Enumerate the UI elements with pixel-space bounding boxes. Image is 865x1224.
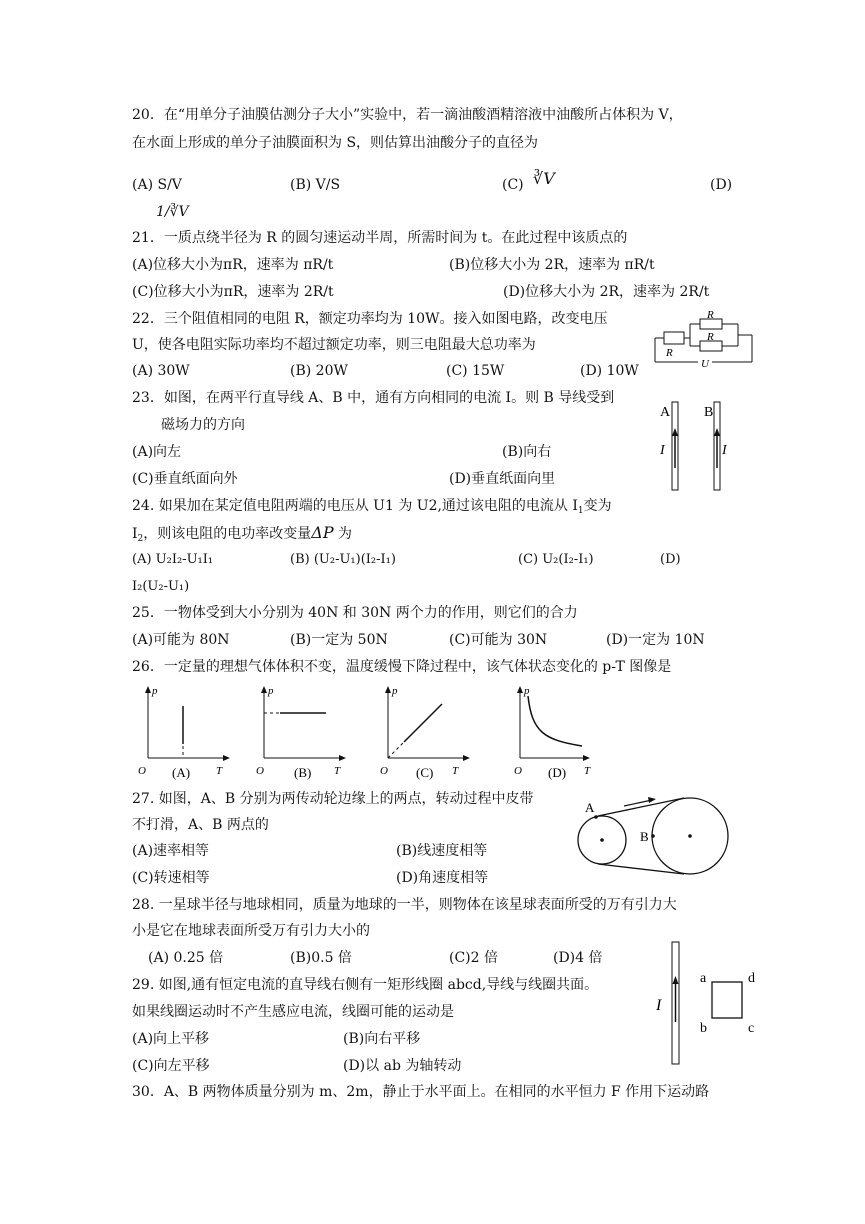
q26-d-origin: O [514, 765, 522, 777]
q26-a-origin: O [138, 765, 146, 777]
q26-a-axis-p: p [152, 685, 158, 697]
q26-graph-a [138, 685, 230, 780]
q24-option-d-continued: I₂(U₂-U₁) [132, 579, 190, 594]
q25-option-a: (A)可能为 80N [132, 632, 230, 648]
q20-option-a: (A) S/V [132, 177, 182, 193]
q21-option-c: (C)位移大小为πR，速率为 2R/t [132, 284, 334, 300]
q20-option-d: (D) [710, 177, 733, 193]
q23-fig-label-i-b: I [722, 443, 727, 458]
q22-option-c: (C) 15W [446, 363, 505, 379]
q26-b-axis-t: T [334, 765, 341, 777]
q23-parallel-wires-diagram [652, 398, 732, 494]
q26-graph-c [380, 685, 470, 780]
q28-stem-line2: 小是它在地球表面所受万有引力大小的 [132, 923, 370, 939]
q22-fig-label-r2: R [707, 309, 714, 321]
q23-fig-label-b: B [704, 405, 714, 420]
q22-stem-line2: U，使各电阻实际功率均不超过额定功率，则三电阻最大总功率为 [132, 337, 536, 353]
q27-stem-line2: 不打滑，A、B 两点的 [132, 817, 269, 833]
q25-option-c: (C)可能为 30N [449, 632, 548, 648]
q22-stem-line1: 22．三个阻值相同的电阻 R，额定功率均为 10W。接入如图电路，改变电压 [132, 311, 608, 327]
q26-stem: 26．一定量的理想气体体积不变，温度缓慢下降过程中，该气体状态变化的 p-T 图像是 [132, 659, 672, 675]
q26-d-axis-p: p [524, 685, 530, 697]
q20-option-c: (C) [502, 177, 524, 193]
q29-fig-label-d: d [748, 971, 755, 986]
q21-stem: 21．一质点绕半径为 R 的圆匀速运动半周，所需时间为 t。在此过程中该质点的 [132, 230, 628, 246]
q27-belt-pulley-diagram [572, 796, 752, 896]
q23-option-b: (B)向右 [502, 444, 552, 460]
q29-fig-label-c: c [748, 1021, 755, 1036]
q26-b-axis-p: p [268, 685, 274, 697]
q23-option-c: (C)垂直纸面向外 [132, 471, 238, 487]
q21-option-a: (A)位移大小为πR，速率为 πR/t [132, 257, 334, 273]
q20-stem-line1: 20．在“用单分子油膜估测分子大小”实验中，若一滴油酸酒精溶液中油酸所占体积为 V， [132, 107, 683, 123]
q21-option-b: (B)位移大小为 2R，速率为 πR/t [449, 257, 655, 273]
q23-option-a: (A)向左 [132, 444, 182, 460]
q30-stem-line1: 30．A、B 两物体质量分别为 m、2m，静止于水平面上。在相同的水平恒力 F 作用下运动路 [132, 1084, 710, 1100]
q20-option-b: (B) V/S [290, 177, 341, 193]
q22-option-a: (A) 30W [132, 363, 190, 379]
q29-option-c: (C)向左平移 [132, 1058, 210, 1074]
q28-option-c: (C)2 倍 [449, 950, 498, 966]
q27-option-a: (A)速率相等 [132, 843, 210, 859]
q24-option-c: (C) U₂(I₂-I₁) [518, 552, 594, 567]
q27-stem-line1: 27. 如图，A、B 分别为两传动轮边缘上的两点，转动过程中皮带 [132, 791, 534, 807]
q27-option-c: (C)转速相等 [132, 870, 210, 886]
q25-stem: 25．一物体受到大小分别为 40N 和 30N 两个力的作用，则它们的合力 [132, 605, 578, 621]
q24-stem-line1: 24. 如果加在某定值电阻两端的电压从 U1 为 U2,通过该电阻的电流从 $I_1$变为 [132, 498, 612, 516]
q26-d-label: (D) [548, 765, 567, 780]
q26-a-axis-t: T [216, 765, 223, 777]
q29-stem-line2: 如果线圈运动时不产生感应电流，线圈可能的运动是 [132, 1004, 454, 1020]
q28-option-d: (D)4 倍 [553, 950, 603, 966]
q26-c-label: (C) [416, 765, 434, 780]
q22-fig-label-r1: R [666, 347, 673, 359]
q23-fig-label-i-a: I [660, 443, 665, 458]
q22-fig-label-r3: R [707, 331, 714, 343]
q24-option-b: (B) (U₂-U₁)(I₂-I₁) [290, 552, 396, 567]
q29-fig-label-a: a [700, 971, 707, 986]
q26-b-label: (B) [294, 765, 312, 780]
q27-fig-label-a: A [585, 800, 595, 815]
q24-option-a: (A) U₂I₂-U₁I₁ [132, 552, 214, 567]
q26-c-axis-t: T [452, 765, 459, 777]
q23-stem-line2: 磁场力的方向 [161, 417, 245, 433]
q26-b-origin: O [256, 765, 264, 777]
q23-fig-label-a: A [660, 405, 671, 420]
q29-option-d: (D)以 ab 为轴转动 [343, 1058, 462, 1074]
q25-option-d: (D)一定为 10N [606, 632, 705, 648]
q25-option-b: (B)一定为 50N [290, 632, 388, 648]
q24-stem-line2: $I_2$，则该电阻的电功率改变量ΔP 为 [132, 523, 353, 544]
q22-circuit-diagram [650, 308, 760, 370]
q20-stem-line2: 在水面上形成的单分子油膜面积为 S，则估算出油酸分子的直径为 [132, 135, 539, 151]
q28-option-a: (A) 0.25 倍 [148, 950, 224, 966]
q26-d-axis-t: T [584, 765, 591, 777]
q26-graph-b [256, 685, 346, 780]
q29-option-b: (B)向右平移 [343, 1031, 421, 1047]
q27-option-d: (D)角速度相等 [396, 870, 489, 886]
q28-stem-line1: 28. 一星球半径与地球相同，质量为地球的一半，则物体在该星球表面所受的万有引力大 [132, 897, 677, 913]
q21-option-d: (D)位移大小为 2R，速率为 2R/t [503, 284, 710, 300]
q29-fig-label-b: b [700, 1021, 707, 1036]
q29-wire-loop-diagram [650, 938, 770, 1068]
q26-graph-d [514, 685, 591, 780]
q23-option-d: (D)垂直纸面向里 [449, 471, 556, 487]
q26-c-origin: O [380, 765, 388, 777]
q29-option-a: (A)向上平移 [132, 1031, 210, 1047]
q26-pt-graphs [130, 682, 600, 782]
q20-option-c-math: ∛V [533, 169, 555, 188]
q22-option-b: (B) 20W [290, 363, 348, 379]
q26-a-label: (A) [172, 765, 191, 780]
q27-option-b: (B)线速度相等 [396, 843, 488, 859]
q23-stem-line1: 23．如图，在两平行直导线 A、B 中，通有方向相同的电流 I。则 B 导线受到 [132, 390, 615, 406]
q28-option-b: (B)0.5 倍 [290, 950, 352, 966]
q24-option-d: (D) [660, 552, 681, 567]
q22-fig-label-u: U [701, 358, 709, 370]
q29-fig-label-i: I [656, 997, 662, 1014]
q26-c-axis-p: p [392, 685, 398, 697]
q27-fig-label-b: B [640, 829, 649, 844]
q29-stem-line1: 29. 如图,通有恒定电流的直导线右侧有一矩形线圈 abcd,导线与线圈共面。 [132, 977, 599, 993]
q20-option-d-math: 1/∛V [156, 204, 189, 220]
q22-option-d: (D) 10W [580, 363, 639, 379]
